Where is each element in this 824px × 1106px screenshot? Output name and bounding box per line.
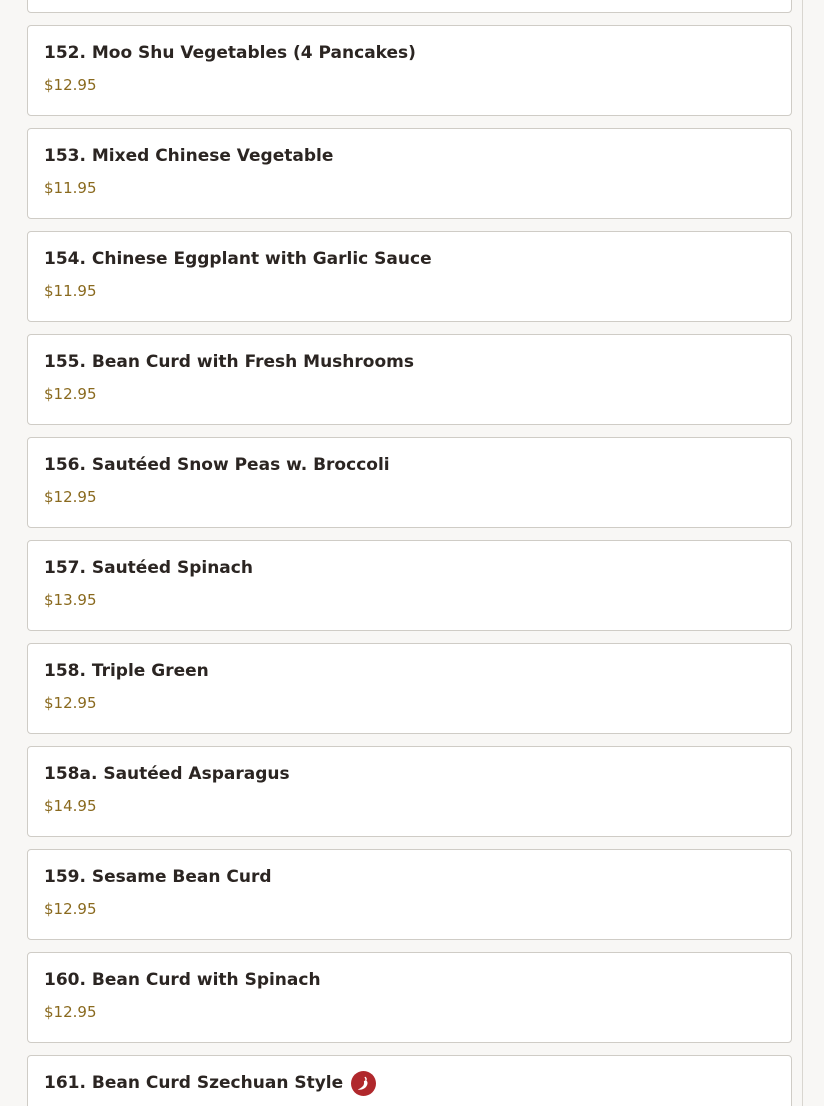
- menu-item-name: 153. Mixed Chinese Vegetable: [44, 146, 334, 166]
- menu-item-name: 158. Triple Green: [44, 661, 209, 681]
- menu-item-card[interactable]: [27, 0, 792, 13]
- menu-item-card[interactable]: [27, 849, 792, 940]
- menu-item-name-row: [44, 453, 775, 477]
- menu-item-price: $12.95: [44, 488, 97, 506]
- chili-pepper-icon-glyph: [355, 1075, 372, 1092]
- menu-item-name-row: [44, 762, 775, 786]
- menu-item-name-row: [44, 556, 775, 580]
- menu-item-name-row: [44, 1071, 775, 1095]
- menu-item-name: 158a. Sautéed Asparagus: [44, 764, 290, 784]
- menu-item-price: $12.95: [44, 694, 97, 712]
- menu-item-name: 152. Moo Shu Vegetables (4 Pancakes): [44, 43, 416, 63]
- menu-item-name-row: [44, 968, 775, 992]
- menu-item-name-row: [44, 247, 775, 271]
- chili-pepper-icon: [351, 1071, 376, 1096]
- menu-item-price: $12.95: [44, 385, 97, 403]
- scroll-divider: [802, 0, 803, 1106]
- menu-item-card[interactable]: [27, 540, 792, 631]
- menu-item-price: $13.95: [44, 591, 97, 609]
- menu-item-card[interactable]: [27, 746, 792, 837]
- menu-item-price: $11.95: [44, 179, 97, 197]
- menu-item-card[interactable]: [27, 437, 792, 528]
- menu-item-card[interactable]: [27, 1055, 792, 1106]
- menu-item-card[interactable]: [27, 231, 792, 322]
- menu-item-price: $14.95: [44, 797, 97, 815]
- menu-item-name: 157. Sautéed Spinach: [44, 558, 253, 578]
- menu-item-name: 156. Sautéed Snow Peas w. Broccoli: [44, 455, 390, 475]
- menu-item-price: $11.95: [44, 282, 97, 300]
- menu-item-card[interactable]: [27, 334, 792, 425]
- menu-item-card[interactable]: [27, 128, 792, 219]
- menu-item-name-row: [44, 144, 775, 168]
- menu-item-name: 155. Bean Curd with Fresh Mushrooms: [44, 352, 414, 372]
- menu-item-name: 161. Bean Curd Szechuan Style: [44, 1073, 344, 1093]
- menu-item-name: 154. Chinese Eggplant with Garlic Sauce: [44, 249, 432, 269]
- menu-item-card[interactable]: [27, 643, 792, 734]
- menu-item-name-row: [44, 41, 775, 65]
- menu-item-name: 160. Bean Curd with Spinach: [44, 970, 321, 990]
- menu-item-name-row: [44, 865, 775, 889]
- menu-item-price: $12.95: [44, 76, 97, 94]
- menu-item-list: [27, 0, 792, 1106]
- menu-item-name-row: [44, 350, 775, 374]
- menu-item-price: $12.95: [44, 1003, 97, 1021]
- menu-item-name: 159. Sesame Bean Curd: [44, 867, 272, 887]
- menu-item-name-row: [44, 659, 775, 683]
- menu-item-card[interactable]: [27, 25, 792, 116]
- menu-item-price: $12.95: [44, 900, 97, 918]
- menu-item-card[interactable]: [27, 952, 792, 1043]
